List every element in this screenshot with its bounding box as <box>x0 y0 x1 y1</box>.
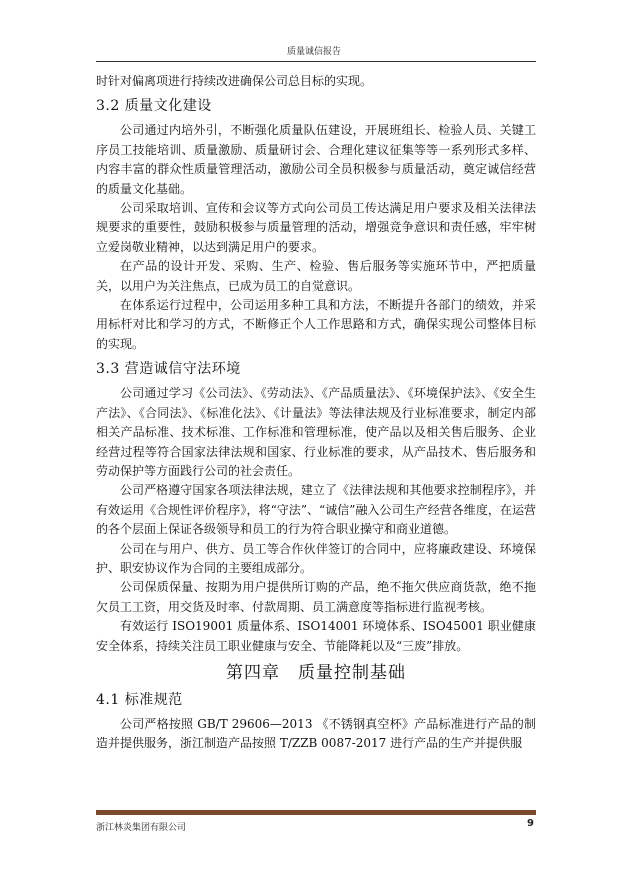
section-3-3-paragraph: 公司严格遵守国家各项法律法规，建立了《法律法规和其他要求控制程序》，并有效运用《合规性评价程序》，将“守法”、“诚信”融入公司生产经营各维度，在运营的各个层面上保证各级领导和员工的行为符合职业操守和商业道德。 <box>96 483 536 537</box>
chapter-4-heading: 第四章 质量控制基础 <box>226 662 406 683</box>
section-3-3-paragraph: 公司保质保量、按期为用户提供所订购的产品，绝不拖欠供应商货款，绝不拖欠员工工资，用交货及时率、付款周期、员工满意度等指标进行监视考核。 <box>96 580 536 614</box>
header-divider <box>96 61 536 62</box>
page-header-title: 质量诚信报告 <box>286 47 341 57</box>
section-4-1-paragraph: 公司严格按照 GB/T 29606—2013 《不锈钢真空杯》产品标准进行产品的制造并提供服务，浙江制造产品按照 T/ZZB 0087-2017 进行产品的生产并提供服 <box>96 716 536 751</box>
section-4-1-heading: 4.1 标准规范 <box>96 691 183 708</box>
intro-line: 时针对偏离项进行持续改进确保公司总目标的实现。 <box>96 74 373 88</box>
section-3-2-paragraph: 公司采取培训、宣传和会议等方式向公司员工传达满足用户要求及相关法律法规要求的重要性，鼓励积极参与质量管理的活动，增强竞争意识和责任感，牢牢树立爱岗敬业精神，以达到满足用户的要求。 <box>96 201 536 254</box>
footer-divider-bar <box>96 810 536 815</box>
section-3-3-paragraph: 有效运行 ISO19001 质量体系、ISO14001 环境体系、ISO45001 职业健康安全体系，持续关注员工职业健康与安全、节能降耗以及“三废”排放。 <box>96 619 536 653</box>
footer-company-name: 浙江林炎集团有限公司 <box>96 823 187 833</box>
section-3-2-paragraph: 在产品的设计开发、采购、生产、检验、售后服务等实施环节中，严把质量关，以用户为关注焦点，已成为员工的自觉意识。 <box>96 259 536 293</box>
section-3-3-paragraph: 公司在与用户、供方、员工等合作伙伴签订的合同中，应将廉政建设、环境保护、职安协议作为合同的主要组成部分。 <box>96 541 536 575</box>
section-3-3-paragraph: 公司通过学习《公司法》、《劳动法》、《产品质量法》、《环境保护法》、《安全生产法》、《合同法》、《标准化法》、《计量法》等法律法规及行业标准要求，制定内部相关产品标准、技术标准、工作标准和管理标准，使产品以及相关售后服务、企业经营过程等符合国家法律法规和国家、行业标准的要求，从产品技术、售后服务和劳动保护等方面践行公司的社会责任。 <box>96 386 536 478</box>
page-number: 9 <box>527 818 534 829</box>
section-3-2-paragraph: 公司通过内培外引，不断强化质量队伍建设，开展班组长、检验人员、关键工序员工技能培训、质量激励、质量研讨会、合理化建议征集等等一系列形式多样、内容丰富的群众性质量管理活动，激励公司全员积极参与质量活动，奠定诚信经营的质量文化基础。 <box>96 123 536 196</box>
document-body <box>96 72 536 754</box>
section-3-3-heading: 3.3 营造诚信守法环境 <box>96 361 241 378</box>
section-3-2-paragraph: 在体系运行过程中，公司运用多种工具和方法，不断提升各部门的绩效，并采用标杆对比和学习的方式，不断修正个人工作思路和方式，确保实现公司整体目标的实现。 <box>96 298 536 351</box>
section-3-2-heading: 3.2 质量文化建设 <box>96 98 212 115</box>
